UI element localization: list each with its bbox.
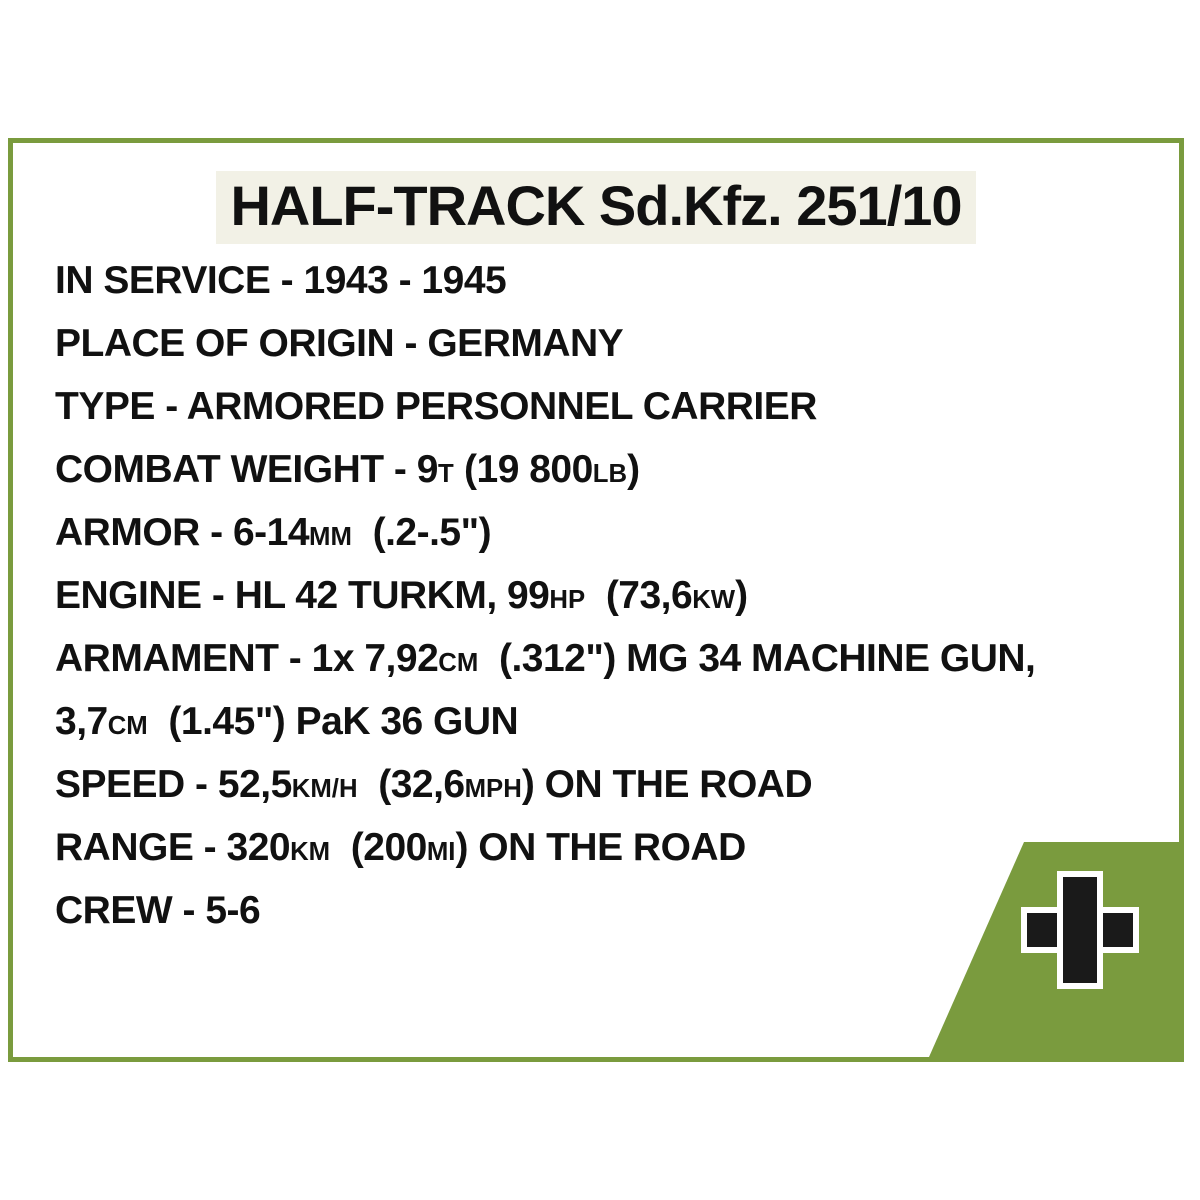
spec-unit-speed: KM/H: [291, 775, 358, 803]
spec-row-engine: [55, 576, 1159, 615]
spec-unit-combat-weight: T: [437, 460, 454, 488]
spec-value-engine: HL 42 TURKM, 99: [234, 574, 550, 617]
spec-row-armament: [55, 639, 1159, 678]
spec-label-range: RANGE -: [55, 826, 227, 869]
spec-value2-engine: (73,6: [605, 574, 693, 617]
spec-value-range: 320: [226, 826, 291, 869]
title-highlight: [216, 171, 975, 244]
spec-value-type: ARMORED PERSONNEL CARRIER: [186, 385, 817, 428]
spec-unit2-speed: MPH: [464, 775, 522, 803]
spec-row-speed: [55, 765, 1159, 804]
spec-value-in-service: 1943 - 1945: [303, 259, 507, 302]
spec-row-combat-weight: [55, 450, 1159, 489]
spec-unit2-combat-weight: LB: [592, 460, 628, 488]
spec-unit2-range: MI: [426, 838, 456, 866]
spec-unit-armor: MM: [309, 523, 352, 551]
spec-row-place-of-origin: [55, 324, 1159, 363]
balkenkreuz-icon: [1021, 871, 1139, 989]
spec-value2-speed: (32,6: [378, 763, 465, 806]
spec-label-armament: ARMAMENT -: [55, 637, 312, 680]
spec-row-armor: [55, 513, 1159, 552]
spec-tail-range: ) ON THE ROAD: [455, 826, 746, 869]
spec-label-engine: ENGINE -: [55, 574, 235, 617]
spec-cont-armament: 3,7: [55, 700, 108, 743]
spec-cont2-armament: (1.45") PaK 36 GUN: [168, 700, 519, 743]
spec-value-armament: 1x 7,92: [311, 637, 439, 680]
spec-card: [8, 138, 1184, 1062]
spec-tail-speed: ) ON THE ROAD: [521, 763, 813, 806]
spec-label-in-service: IN SERVICE -: [55, 259, 304, 302]
spec-unit-armament: CM: [438, 649, 479, 677]
spec-value2-armament: (.312") MG 34 MACHINE GUN,: [498, 637, 1036, 680]
spec-row-armament-cont: [55, 702, 1159, 741]
page-title: HALF-TRACK Sd.Kfz. 251/10: [230, 174, 962, 237]
title-container: [13, 171, 1179, 244]
spec-unit-range: KM: [290, 838, 331, 866]
spec-row-in-service: [55, 261, 1159, 300]
spec-label-place-of-origin: PLACE OF ORIGIN -: [55, 322, 428, 365]
spec-unit2-engine: KW: [692, 586, 736, 614]
spec-label-speed: SPEED -: [55, 763, 218, 806]
spec-tail-engine: ): [735, 574, 748, 617]
specs-list: [55, 261, 1159, 930]
spec-value-place-of-origin: GERMANY: [427, 322, 624, 365]
spec-label-combat-weight: COMBAT WEIGHT -: [55, 448, 417, 491]
spec-value2-combat-weight: (19 800: [464, 448, 593, 491]
spec-value2-range: (200: [350, 826, 427, 869]
spec-value-armor: 6-14: [232, 511, 310, 554]
spec-cont-unit-armament: CM: [107, 712, 148, 740]
spec-label-armor: ARMOR -: [55, 511, 233, 554]
spec-value2-armor: (.2-.5"): [372, 511, 492, 554]
spec-value-crew: 5-6: [205, 889, 261, 932]
spec-unit-engine: HP: [549, 586, 586, 614]
cross-bar-vertical: [1057, 871, 1103, 989]
spec-tail-combat-weight: ): [627, 448, 640, 491]
spec-value-combat-weight: 9: [416, 448, 438, 491]
spec-value-speed: 52,5: [217, 763, 292, 806]
spec-row-range: [55, 828, 1159, 867]
spec-label-crew: CREW -: [55, 889, 206, 932]
spec-label-type: TYPE -: [55, 385, 187, 428]
spec-row-type: [55, 387, 1159, 426]
